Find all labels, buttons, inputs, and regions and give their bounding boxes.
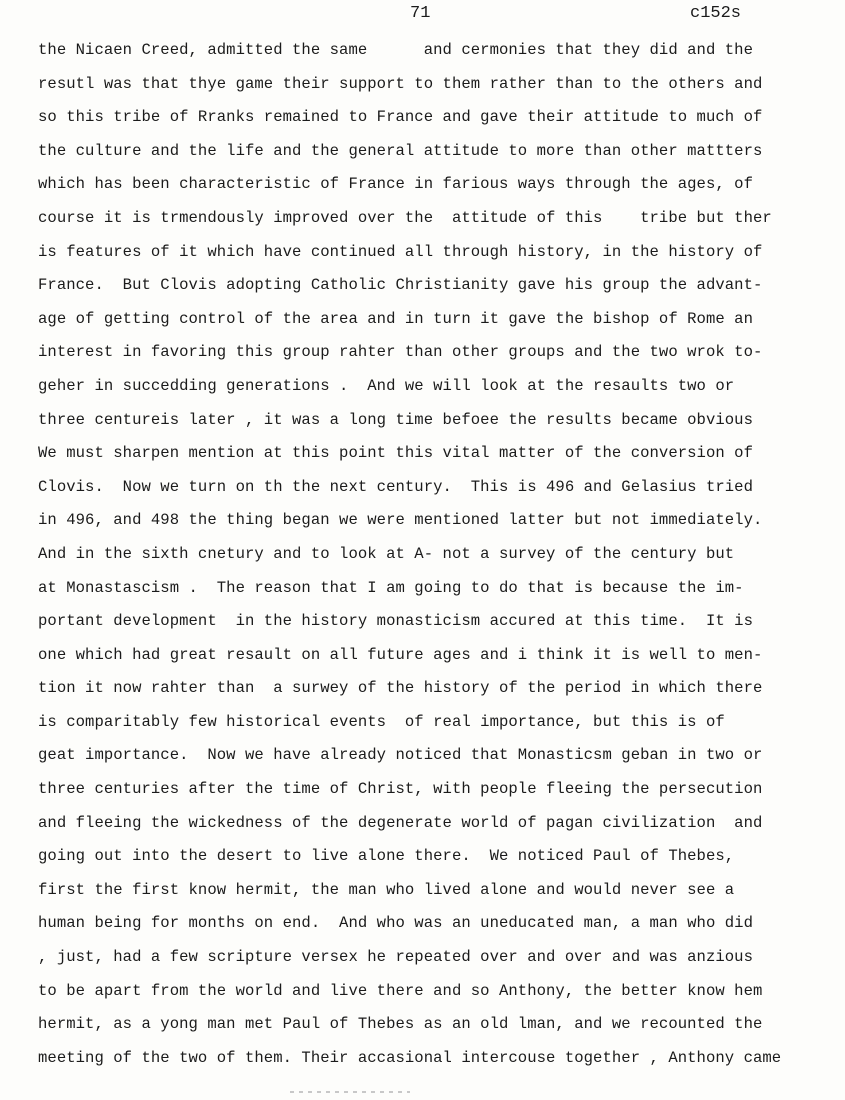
text-line: is features of it which have continued all through history, in the history of [38,242,763,261]
text-line: to be apart from the world and live there and so Anthony, the better know hem [38,981,763,1000]
text-line: the Nicaen Creed, admitted the same and cermonies that they did and the [38,41,753,59]
text-line: one which had great resault on all future ages and i think it is well to men- [38,645,763,664]
text-line: three centuries after the time of Christ, with people fleeing the persecution [38,780,763,799]
text-line: is comparitably few historical events of real importance, but this is of [38,712,725,731]
page-code: c152s [690,4,742,23]
text-line: France. But Clovis adopting Catholic Christianity gave his group the advant- [38,276,763,295]
text-line: going out into the desert to live alone there. We noticed Paul of Thebes, [38,847,735,866]
text-line: geher in succedding generations . And we will look at the resaults two or [38,376,735,395]
page-number: 71 [410,4,431,23]
text-line: geat importance. Now we have already noticed that Monasticsm geban in two or [38,746,763,765]
text-line: and fleeing the wickedness of the degenerate world of pagan civilization and [38,813,763,832]
text-line: which has been characteristic of France in farious ways through the ages, of [38,175,753,194]
text-line: portant development in the history monasticism accured at this time. It is [38,612,753,631]
text-line: hermit, as a yong man met Paul of Thebes as an old lman, and we recounted the [38,1015,763,1034]
scan-artifact-divider [290,1091,410,1093]
text-line: human being for months on end. And who was an uneducated man, a man who did [38,914,753,933]
text-line: , just, had a few scripture versex he repeated over and over and was anzious [38,948,753,967]
text-line: And in the sixth cnetury and to look at A- not a survey of the century but [38,544,735,563]
text-line: meeting of the two of them. Their accasional intercouse together , Anthony came [38,1048,782,1067]
text-line: three centureis later , it was a long time befoee the results became obvious [38,410,753,429]
text-line: so this tribe of Rranks remained to France and gave their attitude to much of [38,108,763,127]
text-line: at Monastascism . The reason that I am going to do that is because the im- [38,578,744,597]
text-line: the culture and the life and the general attitude to more than other mattters [38,141,763,160]
body-text [38,38,838,1079]
text-line: interest in favoring this group rahter than other groups and the two wrok to- [38,343,763,362]
text-line: age of getting control of the area and in turn it gave the bishop of Rome an [38,309,753,328]
text-line: in 496, and 498 the thing began we were mentioned latter but not immediately. [38,511,763,530]
text-line: tion it now rahter than a surwey of the history of the period in which there [38,679,763,698]
text-line: resutl was that thye game their support to them rather than to the others and [38,74,763,93]
text-line: first the first know hermit, the man who lived alone and would never see a [38,880,735,899]
text-line: course it is trmendously improved over the attitude of this tribe but ther [38,208,772,227]
text-line: Clovis. Now we turn on th the next century. This is 496 and Gelasius tried [38,477,753,496]
text-line: We must sharpen mention at this point this vital matter of the conversion of [38,444,753,463]
